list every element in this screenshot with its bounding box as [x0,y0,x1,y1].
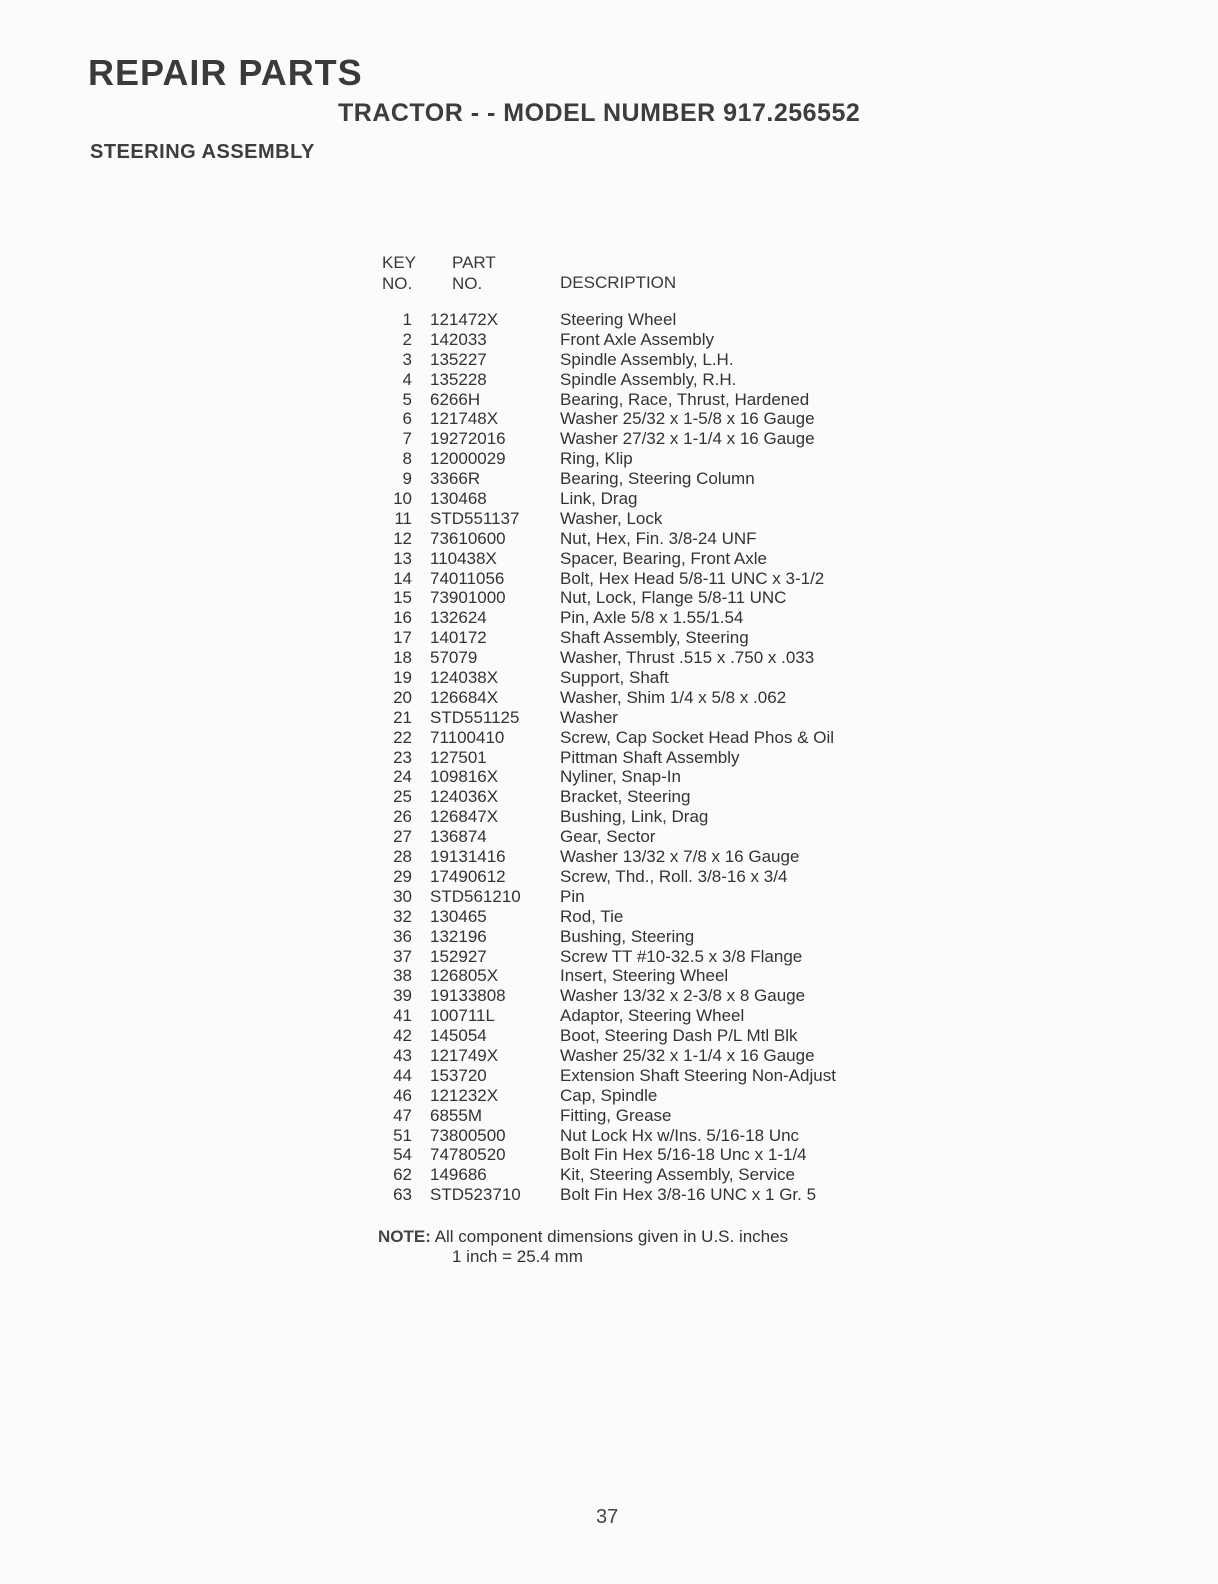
note-line2: 1 inch = 25.4 mm [452,1247,583,1266]
description-cell: Screw TT #10-32.5 x 3/8 Flange [560,946,803,966]
table-row [382,668,902,688]
table-row [382,708,902,728]
key-no-cell: 63 [393,1185,412,1205]
description-cell: Washer 13/32 x 7/8 x 16 Gauge [560,847,800,867]
table-row [382,588,902,608]
table-row [382,1165,902,1185]
table-row [382,966,902,986]
key-no-cell: 28 [393,847,412,867]
part-no-cell: STD561210 [430,886,521,906]
key-no-cell: 14 [393,568,412,588]
key-no-cell: 21 [393,707,412,727]
part-no-cell: 145054 [430,1026,487,1046]
part-no-cell: 71100410 [430,727,505,747]
description-cell: Front Axle Assembly [560,329,715,349]
part-no-cell: 140172 [430,628,487,648]
key-no-cell: 62 [393,1165,412,1185]
description-cell: Steering Wheel [560,310,677,329]
key-no-cell: 22 [393,727,412,747]
part-no-cell: 100711L [430,1006,495,1026]
key-no-cell: 8 [402,449,412,469]
description-cell: Link, Drag [560,489,638,509]
table-row [382,608,902,628]
key-no-cell: 47 [393,1105,412,1125]
description-cell: Washer 25/32 x 1-1/4 x 16 Gauge [560,1045,815,1065]
key-no-cell: 51 [393,1125,412,1145]
table-row [382,847,902,867]
table-row [382,767,902,787]
part-no-cell: 142033 [430,329,487,349]
table-row [382,728,902,748]
key-no-cell: 9 [402,469,412,489]
part-no-cell: 19131416 [430,847,506,867]
key-no-cell: 39 [393,986,412,1006]
column-header-key-line1: KEY [382,253,417,272]
part-no-cell: 121748X [430,409,499,429]
table-row [382,1185,902,1205]
table-row [382,986,902,1006]
key-no-cell: 5 [402,389,412,409]
model-subtitle: TRACTOR - - MODEL NUMBER 917.256552 [338,99,861,127]
key-no-cell: 36 [393,926,412,946]
part-no-cell: 110438X [430,548,497,568]
description-cell: Bracket, Steering [560,787,691,807]
key-no-cell: 4 [402,369,412,389]
part-no-cell: 109816X [430,767,499,787]
table-row [382,688,902,708]
part-no-cell: 74011056 [430,568,505,588]
key-no-cell: 30 [393,886,412,906]
column-header-part-line1: PART [452,253,496,272]
column-header-description: DESCRIPTION [560,273,677,292]
description-cell: Screw, Thd., Roll. 3/8-16 x 3/4 [560,866,788,886]
key-no-cell: 17 [393,628,412,648]
key-no-cell: 42 [393,1026,412,1046]
table-row [382,529,902,549]
description-cell: Washer [560,707,618,727]
description-cell: Pittman Shaft Assembly [560,747,740,767]
part-no-cell: 121232X [430,1085,499,1105]
key-no-cell: 13 [393,548,412,568]
description-cell: Shaft Assembly, Steering [560,628,749,648]
section-heading: STEERING ASSEMBLY [90,141,315,163]
description-cell: Washer, Shim 1/4 x 5/8 x .062 [560,687,787,707]
key-no-cell: 1 [402,310,412,329]
part-no-cell: 73901000 [430,588,506,608]
description-cell: Spacer, Bearing, Front Axle [560,548,767,568]
description-cell: Spindle Assembly, L.H. [560,349,734,369]
part-no-cell: 126805X [430,966,499,986]
table-row [382,648,902,668]
table-row [382,390,902,410]
table-row [382,807,902,827]
table-row [382,509,902,529]
description-cell: Gear, Sector [560,827,656,847]
description-cell: Bearing, Steering Column [560,469,755,489]
table-row [382,489,902,509]
key-no-cell: 10 [393,489,412,509]
description-cell: Extension Shaft Steering Non-Adjust [560,1065,836,1085]
column-header-key-no [382,252,416,294]
table-row [382,469,902,489]
part-no-cell: 6266H [430,389,481,409]
key-no-cell: 18 [393,648,412,668]
column-header-part-no [452,252,496,294]
key-no-cell: 6 [402,409,412,429]
part-no-cell: 130468 [430,489,487,509]
part-no-cell: 124036X [430,787,499,807]
table-row [382,409,902,429]
table-row [382,549,902,569]
description-cell: Washer 25/32 x 1-5/8 x 16 Gauge [560,409,815,429]
part-no-cell: 74780520 [430,1145,506,1165]
key-no-cell: 29 [393,866,412,886]
table-row [382,330,902,350]
part-no-cell: 132624 [430,608,487,628]
description-cell: Nut, Lock, Flange 5/8-11 UNC [560,588,787,608]
part-no-cell: 126684X [430,687,499,707]
part-no-cell: 17490612 [430,866,506,886]
description-cell: Bolt Fin Hex 5/16-18 Unc x 1-1/4 [560,1145,807,1165]
part-no-cell: 19272016 [430,429,506,449]
table-row [382,907,902,927]
part-no-cell: 136874 [430,827,487,847]
table-row [382,569,902,589]
part-no-cell: 73800500 [430,1125,506,1145]
part-no-cell: STD551137 [430,508,520,528]
table-row [382,429,902,449]
part-no-cell: 121472X [430,310,499,329]
description-cell: Nut Lock Hx w/Ins. 5/16-18 Unc [560,1125,800,1145]
key-no-cell: 20 [393,687,412,707]
table-row [382,867,902,887]
table-row [382,1046,902,1066]
table-row [382,827,902,847]
key-no-cell: 3 [402,349,412,369]
table-row [382,310,902,330]
parts-table [382,310,902,1205]
key-no-cell: 19 [393,668,412,688]
key-no-cell: 12 [393,528,412,548]
description-cell: Pin [560,886,585,906]
part-no-cell: 153720 [430,1065,487,1085]
description-cell: Washer 13/32 x 2-3/8 x 8 Gauge [560,986,806,1006]
table-row [382,370,902,390]
column-header-part-line2: NO. [452,274,483,293]
key-no-cell: 44 [393,1065,412,1085]
part-no-cell: 149686 [430,1165,487,1185]
part-no-cell: 127501 [430,747,487,767]
part-no-cell: 57079 [430,648,478,668]
part-no-cell: 3366R [430,469,481,489]
part-no-cell: 6855M [430,1105,482,1125]
key-no-cell: 7 [402,429,412,449]
key-no-cell: 15 [393,588,412,608]
key-no-cell: 2 [402,329,412,349]
part-no-cell: 132196 [430,926,487,946]
key-no-cell: 25 [393,787,412,807]
description-cell: Nut, Hex, Fin. 3/8-24 UNF [560,528,757,548]
part-no-cell: 126847X [430,807,499,827]
table-row [382,887,902,907]
part-no-cell: 135227 [430,349,487,369]
table-row [382,748,902,768]
description-cell: Screw, Cap Socket Head Phos & Oil [560,727,835,747]
description-cell: Spindle Assembly, R.H. [560,369,737,389]
description-cell: Boot, Steering Dash P/L Mtl Blk [560,1026,798,1046]
key-no-cell: 32 [393,906,412,926]
description-cell: Kit, Steering Assembly, Service [560,1165,795,1185]
table-row [382,1145,902,1165]
part-no-cell: 73610600 [430,528,506,548]
key-no-cell: 43 [393,1045,412,1065]
part-no-cell: 121749X [430,1045,499,1065]
part-no-cell: 135228 [430,369,487,389]
description-cell: Fitting, Grease [560,1105,672,1125]
note-line1: All component dimensions given in U.S. inches [434,1227,789,1246]
key-no-cell: 27 [393,827,412,847]
description-cell: Ring, Klip [560,449,633,469]
part-no-cell: 124038X [430,668,499,688]
description-cell: Cap, Spindle [560,1085,658,1105]
key-no-cell: 54 [393,1145,412,1165]
table-row [382,1126,902,1146]
table-row [382,628,902,648]
table-row [382,1106,902,1126]
table-row [382,1086,902,1106]
description-cell: Bushing, Link, Drag [560,807,709,827]
part-no-cell: STD551125 [430,707,520,727]
part-no-cell: 152927 [430,946,487,966]
description-cell: Washer 27/32 x 1-1/4 x 16 Gauge [560,429,815,449]
description-cell: Adaptor, Steering Wheel [560,1006,745,1026]
table-row [382,449,902,469]
description-cell: Nyliner, Snap-In [560,767,681,787]
table-row [382,927,902,947]
description-cell: Bolt, Hex Head 5/8-11 UNC x 3-1/2 [560,568,825,588]
key-no-cell: 23 [393,747,412,767]
table-row [382,1026,902,1046]
key-no-cell: 38 [393,966,412,986]
page-number: 37 [596,1506,619,1528]
note-label: NOTE: [378,1227,431,1246]
description-cell: Bearing, Race, Thrust, Hardened [560,389,810,409]
table-row [382,1066,902,1086]
key-no-cell: 24 [393,767,412,787]
key-no-cell: 11 [394,508,412,528]
key-no-cell: 37 [393,946,412,966]
description-cell: Support, Shaft [560,668,669,688]
key-no-cell: 26 [393,807,412,827]
part-no-cell: STD523710 [430,1185,521,1205]
column-header-key-line2: NO. [382,274,413,293]
description-cell: Washer, Lock [560,508,663,528]
key-no-cell: 41 [393,1006,412,1026]
description-cell: Bushing, Steering [560,926,695,946]
key-no-cell: 16 [393,608,412,628]
description-cell: Bolt Fin Hex 3/8-16 UNC x 1 Gr. 5 [560,1185,817,1205]
key-no-cell: 46 [393,1085,412,1105]
part-no-cell: 19133808 [430,986,506,1006]
description-cell: Pin, Axle 5/8 x 1.55/1.54 [560,608,744,628]
description-cell: Washer, Thrust .515 x .750 x .033 [560,648,815,668]
table-row [382,947,902,967]
part-no-cell: 130465 [430,906,487,926]
note [378,1227,788,1247]
part-no-cell: 12000029 [430,449,506,469]
table-row [382,787,902,807]
page-title: REPAIR PARTS [88,52,363,93]
table-row [382,350,902,370]
description-cell: Insert, Steering Wheel [560,966,729,986]
description-cell: Rod, Tie [560,906,624,926]
table-row [382,1006,902,1026]
